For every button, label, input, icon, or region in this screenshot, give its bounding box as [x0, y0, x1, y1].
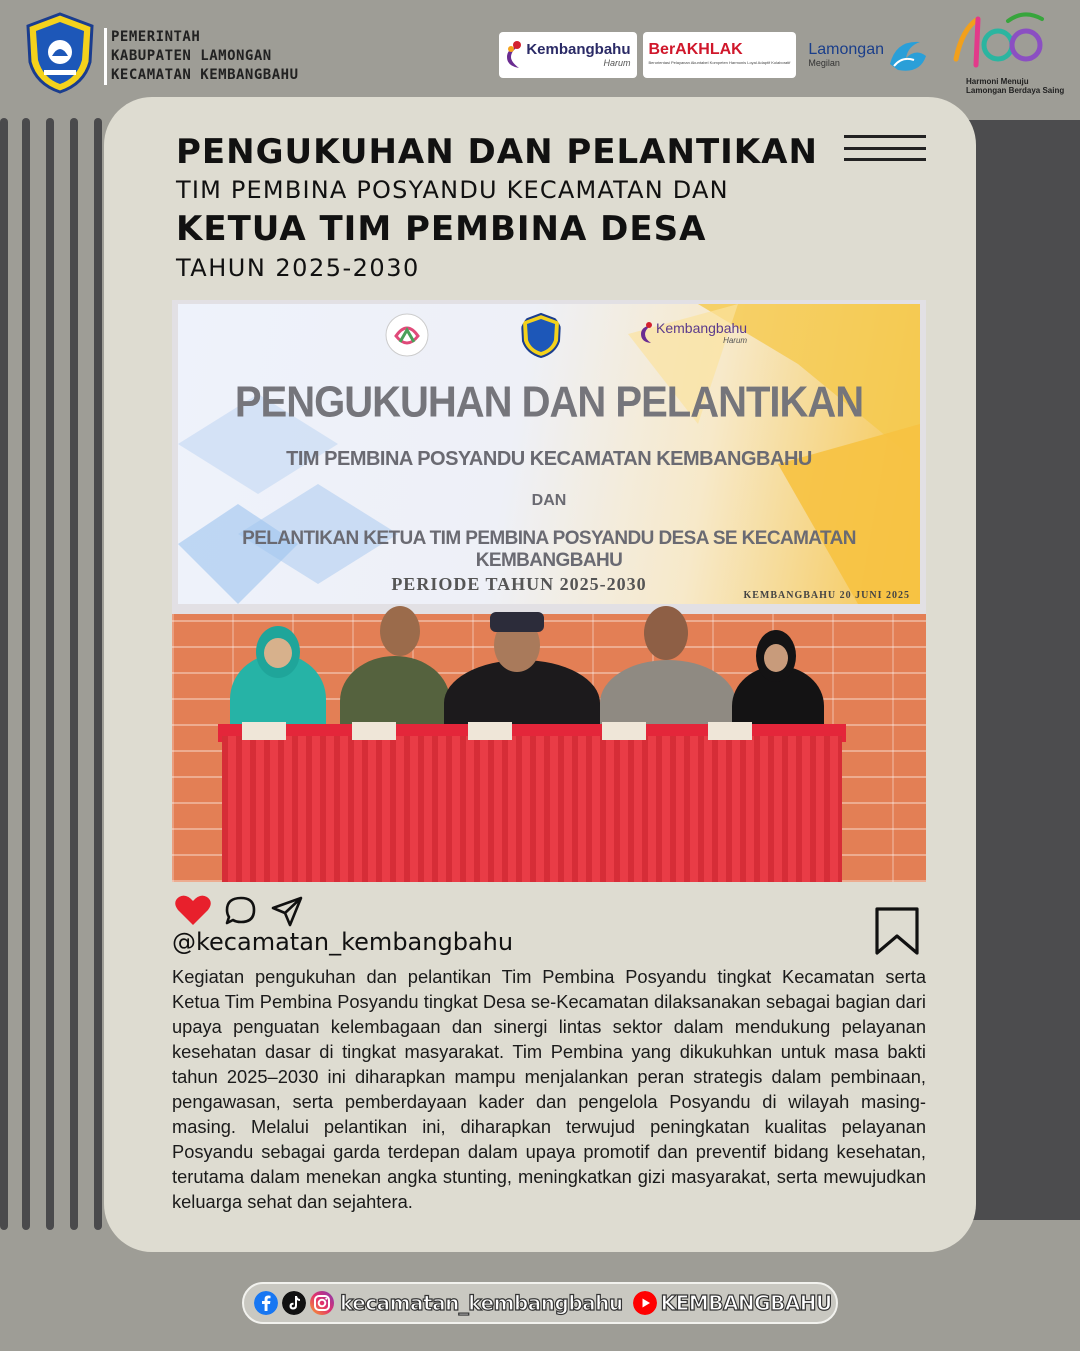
- posyandu-logo: [384, 312, 430, 358]
- facebook-icon[interactable]: [254, 1291, 278, 1315]
- decorative-lines-icon: [844, 135, 926, 161]
- kembangbahu-logo-text: Kembangbahu: [526, 41, 631, 58]
- name-plate: [468, 722, 512, 740]
- person-1-face: [264, 638, 292, 668]
- decorative-stripe: [70, 118, 78, 1230]
- social-handle[interactable]: kecamatan_kembangbahu: [340, 1291, 623, 1315]
- anniversary-caption: [966, 77, 1064, 95]
- banner-line-3: DAN: [531, 492, 567, 509]
- banner-logo-text: Kembangbahu: [656, 320, 748, 336]
- kembangbahu-logo-sub: Harum: [603, 58, 631, 68]
- banner-logo-sub: Harum: [723, 336, 748, 345]
- title-line-3: KETUA TIM PEMBINA DESA: [176, 209, 707, 249]
- share-icon[interactable]: [270, 895, 304, 927]
- person-5-face: [764, 644, 788, 672]
- youtube-icon[interactable]: [633, 1291, 657, 1315]
- banner-line-4: PELANTIKAN KETUA TIM PEMBINA POSYANDU DESA SE KECAMATAN KEMBANGBAHU: [242, 528, 856, 571]
- decorative-stripe: [0, 118, 8, 1230]
- title-line-4: TAHUN 2025-2030: [176, 254, 420, 282]
- bookmark-icon[interactable]: [874, 906, 920, 956]
- wave-fish-icon: [886, 34, 930, 76]
- gov-line-2: KABUPATEN LAMONGAN: [111, 48, 272, 64]
- berakhlak-logo: [643, 32, 797, 78]
- partner-logos: [499, 10, 1070, 100]
- post-username[interactable]: @kecamatan_kembangbahu: [172, 928, 514, 956]
- gov-line-3: KECAMATAN KEMBANGBAHU: [111, 67, 299, 83]
- tiktok-icon[interactable]: [282, 1291, 306, 1315]
- decorative-stripe: [22, 118, 30, 1230]
- person-4-head: [644, 606, 688, 660]
- name-plate: [602, 722, 646, 740]
- banner-line-2: TIM PEMBINA POSYANDU KECAMATAN KEMBANGBAHU: [286, 448, 812, 470]
- government-title: [104, 28, 299, 85]
- youtube-handle[interactable]: KEMBANGBAHU: [660, 1291, 832, 1315]
- name-plate: [352, 722, 396, 740]
- decorative-stripe: [94, 118, 102, 1230]
- banner-kembangbahu-logo: [640, 320, 747, 345]
- post-title: [176, 132, 818, 286]
- person-3-headband: [490, 612, 544, 632]
- banner-line-5: PERIODE TAHUN 2025-2030: [391, 574, 647, 594]
- lamongan-logo-text: Lamongan: [808, 41, 884, 58]
- gov-line-1: PEMERINTAH: [111, 29, 201, 45]
- red-table-cloth: [222, 736, 842, 882]
- header: [0, 0, 1080, 100]
- event-photo[interactable]: [172, 300, 926, 882]
- person-2-head: [380, 606, 420, 656]
- heart-icon[interactable]: [174, 894, 212, 926]
- berakhlak-logo-text: BerAKHLAK: [648, 41, 743, 58]
- name-plate: [708, 722, 752, 740]
- anniversary-caption-2: Lamongan Berdaya Saing: [966, 86, 1065, 95]
- title-line-1: PENGUKUHAN DAN PELANTIKAN: [176, 132, 818, 172]
- name-plate: [242, 722, 286, 740]
- lamongan-crest-logo: [24, 12, 96, 94]
- social-footer: [242, 1282, 838, 1324]
- lamongan-crest-logo: [520, 312, 562, 358]
- comment-icon[interactable]: [224, 895, 258, 927]
- lamongan-logo-sub: Megilan: [808, 58, 840, 68]
- title-line-2: TIM PEMBINA POSYANDU KECAMATAN DAN: [176, 176, 729, 204]
- anniversary-emblem-icon: [948, 9, 1048, 75]
- flower-icon: [505, 40, 523, 70]
- anniversary-caption-1: Harmoni Menuju: [966, 77, 1029, 86]
- post-caption: Kegiatan pengukuhan dan pelantikan Tim Pembina Posyandu tingkat Kecamatan serta Ketua Tim Pembina Posyandu tingkat Desa se-Kecamatan dilaksanakan sebagai bagian dari upaya penguatan kelembagaan dan sinergi lintas sektor dalam mendukung pelayanan kesehatan dasar di tingkat masyarakat. Tim Pembina yang dikukuhkan untuk masa bakti tahun 2025–2030 ini diharapkan mampu menjalankan peran strategis dalam pembinaan, pengawasan, serta pemberdayaan kader dan pengelola Posyandu di wilayah masing-masing. Melalui pelantikan ini, diharapkan terwujud peningkatan kualitas pelayanan Posyandu sebagai garda terdepan dalam upaya promotif dan preventif bidang kesehatan, terutama dalam menekan angka stunting, meningkatkan gizi masyarakat, serta mewujudkan keluarga sehat dan sejahtera.: [172, 966, 926, 1212]
- banner-date: KEMBANGBAHU 20 JUNI 2025: [743, 590, 910, 601]
- lamongan-megilan-logo: [802, 32, 936, 78]
- flower-icon: [640, 321, 654, 345]
- banner-line-1: PENGUKUHAN DAN PELANTIKAN: [234, 377, 864, 427]
- berakhlak-logo-sub: Berorientasi Pelayanan Akuntabel Kompeten Harmonis Loyal Adaptif Kolaboratif: [648, 60, 791, 65]
- decorative-stripe: [46, 118, 54, 1230]
- instagram-icon[interactable]: [310, 1291, 334, 1315]
- kembangbahu-harum-logo: [499, 32, 636, 78]
- anniversary-logo: [942, 9, 1070, 101]
- event-banner: [178, 304, 920, 604]
